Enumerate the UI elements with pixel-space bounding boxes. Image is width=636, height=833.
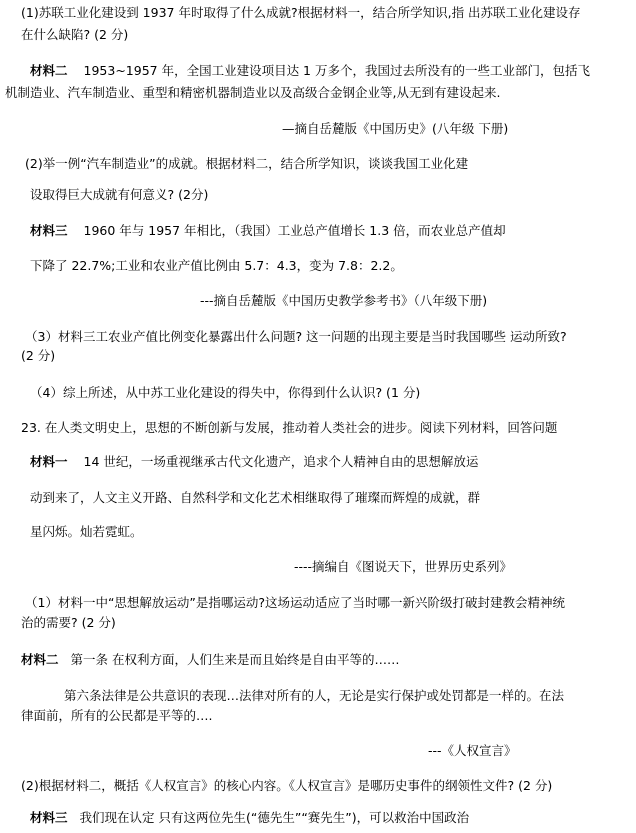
question-23-2: (2)根据材料二，概括《人权宣言》的核心内容。《人权宣言》是哪历史事件的纲领性文件? (2 分) <box>21 778 553 793</box>
material-3-text-1: 1960 年与 1957 年相比，（我国）工业总产值增长 1.3 倍，而农业总产值却 <box>83 223 506 238</box>
question-3-line-2: (2 分) <box>21 348 56 363</box>
material-2-source: —摘自岳麓版《中国历史》(八年级 下册) <box>282 121 509 136</box>
question-1-line-2: 在什么缺陷? (2 分) <box>21 27 129 42</box>
material-two-label: 材料二 <box>21 652 59 667</box>
question-2-line-2: 设取得巨大成就有何意义? (2分) <box>30 187 209 202</box>
material-3-line-2: 下降了 22.7%;工业和农业产值比例由 5.7：4.3，变为 7.8：2.2。 <box>30 258 403 273</box>
material-one-text-1: 14 世纪，一场重视继承古代文化遗产，追求个人精神自由的思想解放运 <box>83 454 479 469</box>
material-one-line-1 <box>30 453 478 471</box>
material-one-line-3: 星闪烁。灿若霓虹。 <box>30 524 143 539</box>
material-2-line-2: 机制造业、汽车制造业、重型和精密机器制造业以及高级合金钢企业等,从无到有建设起来. <box>5 85 501 100</box>
material-three-line-1 <box>30 809 469 827</box>
material-2-text-1: 1953~1957 年，全国工业建设项目达 1 万多个，我国过去所没有的一些工业部门，包括飞 <box>83 63 590 78</box>
question-23-intro: 23. 在人类文明史上，思想的不断创新与发展，推动着人类社会的进步。阅读下列材料，回答问题 <box>21 420 558 435</box>
question-1-line-1: (1)苏联工业化建设到 1937 年时取得了什么成就?根据材料一，结合所学知识,指 出苏联工业化建设存 <box>21 5 581 20</box>
material-two-line-3: 律面前，所有的公民都是平等的…. <box>21 708 213 723</box>
material-three-text-1: 我们现在认定 只有这两位先生(“德先生”“赛先生”)，可以救治中国政治 <box>79 810 470 825</box>
material-one-source: ----摘编自《图说天下，世界历史系列》 <box>294 559 513 574</box>
material-one-line-2: 动到来了，人文主义开路、自然科学和文化艺术相继取得了璀璨而辉煌的成就，群 <box>30 490 481 505</box>
material-three-label: 材料三 <box>30 810 68 825</box>
question-23-1-line-1: （1）材料一中“思想解放运动”是指哪运动?这场运动适应了当时哪一新兴阶级打破封建教会精神统 <box>25 595 566 610</box>
material-3-label: 材料三 <box>30 223 68 238</box>
question-3-line-1: （3）材料三工农业产值比例变化暴露出什么问题? 这一问题的出现主要是当时我国哪些 运动所致? <box>25 329 567 344</box>
question-4: （4）综上所述，从中苏工业化建设的得失中，你得到什么认识? (1 分) <box>30 385 421 400</box>
material-two-text-1: 第一条 在权利方面，人们生来是而且始终是自由平等的…… <box>70 652 400 667</box>
material-two-source: ---《人权宣言》 <box>428 743 517 758</box>
material-2-line-1 <box>30 62 590 80</box>
material-one-label: 材料一 <box>30 454 68 469</box>
question-23-1-line-2: 治的需要? (2 分) <box>21 615 116 630</box>
material-3-line-1 <box>30 222 506 240</box>
material-2-label: 材料二 <box>30 63 68 78</box>
material-two-line-2: 第六条法律是公共意识的表现…法律对所有的人，无论是实行保护或处罚都是一样的。在法 <box>64 688 565 703</box>
material-3-source: ---摘自岳麓版《中国历史教学参考书》（八年级下册) <box>200 293 488 308</box>
question-2-line-1: (2)举一例“汽车制造业”的成就。根据材料二，结合所学知识，谈谈我国工业化建 <box>25 156 469 171</box>
material-two-line-1 <box>21 651 400 669</box>
